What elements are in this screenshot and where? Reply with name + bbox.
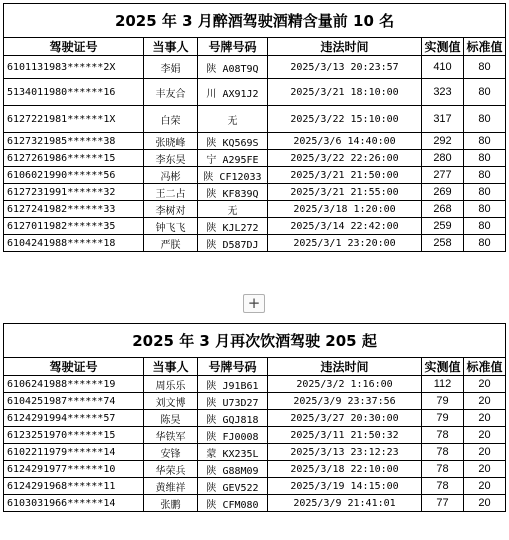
cell-plate: 川 AX91J2: [198, 79, 268, 106]
table-row: [4, 167, 506, 184]
header-standard: 标准值: [464, 358, 506, 376]
cell-plate: 陕 G88M09: [198, 461, 268, 478]
cell-time: 2025/3/9 23:37:56: [268, 393, 422, 410]
cell-license: 6127231991******32: [4, 184, 144, 201]
cell-license: 6124291994******57: [4, 410, 144, 427]
cell-plate: 陕 CFM080: [198, 495, 268, 512]
cell-time: 2025/3/18 22:10:00: [268, 461, 422, 478]
header-standard: 标准值: [464, 38, 506, 56]
cell-license: 6127261986******15: [4, 150, 144, 167]
drunk-driving-top10-table: [3, 3, 506, 252]
cell-license: 6106021990******56: [4, 167, 144, 184]
header-time: 违法时间: [268, 38, 422, 56]
cell-name: 华荣兵: [144, 461, 198, 478]
cell-measured: 259: [422, 218, 464, 235]
cell-time: 2025/3/1 23:20:00: [268, 235, 422, 252]
cell-measured: 317: [422, 106, 464, 133]
cell-measured: 79: [422, 393, 464, 410]
cell-plate: 陕 J91B61: [198, 376, 268, 393]
cell-standard: 20: [464, 478, 506, 495]
cell-time: 2025/3/21 18:10:00: [268, 79, 422, 106]
cell-plate: 陕 FJ0008: [198, 427, 268, 444]
table-row: [4, 106, 506, 133]
cell-measured: 269: [422, 184, 464, 201]
table-row: [4, 56, 506, 79]
insert-row-button[interactable]: +: [243, 294, 265, 313]
table2-header-row: [4, 358, 506, 376]
cell-standard: 20: [464, 410, 506, 427]
cell-plate: 陕 A08T9Q: [198, 56, 268, 79]
cell-license: 6104251987******74: [4, 393, 144, 410]
cell-plate: 陕 GQJ818: [198, 410, 268, 427]
cell-measured: 410: [422, 56, 464, 79]
cell-name: 周乐乐: [144, 376, 198, 393]
cell-time: 2025/3/18 1:20:00: [268, 201, 422, 218]
cell-name: 安锋: [144, 444, 198, 461]
header-name: 当事人: [144, 358, 198, 376]
cell-name: 王二占: [144, 184, 198, 201]
cell-license: 6102211979******14: [4, 444, 144, 461]
table-row: [4, 410, 506, 427]
cell-standard: 80: [464, 106, 506, 133]
cell-name: 陈昊: [144, 410, 198, 427]
cell-plate: 陕 KF839Q: [198, 184, 268, 201]
cell-name: 白荣: [144, 106, 198, 133]
cell-license: 6127011982******35: [4, 218, 144, 235]
cell-measured: 268: [422, 201, 464, 218]
cell-time: 2025/3/9 21:41:01: [268, 495, 422, 512]
table1-body: [4, 4, 506, 252]
cell-license: 6103031966******14: [4, 495, 144, 512]
table-row: [4, 478, 506, 495]
cell-plate: 陕 D587DJ: [198, 235, 268, 252]
cell-name: 严朕: [144, 235, 198, 252]
cell-time: 2025/3/6 14:40:00: [268, 133, 422, 150]
cell-plate: 无: [198, 201, 268, 218]
table2-body: [4, 324, 506, 512]
cell-measured: 277: [422, 167, 464, 184]
table-row: [4, 184, 506, 201]
cell-time: 2025/3/2 1:16:00: [268, 376, 422, 393]
cell-name: 李娟: [144, 56, 198, 79]
cell-plate: 宁 A295FE: [198, 150, 268, 167]
cell-name: 李树对: [144, 201, 198, 218]
table-row: [4, 150, 506, 167]
table-row: [4, 427, 506, 444]
cell-standard: 20: [464, 376, 506, 393]
cell-time: 2025/3/27 20:30:00: [268, 410, 422, 427]
cell-time: 2025/3/19 14:15:00: [268, 478, 422, 495]
cell-name: 钟飞飞: [144, 218, 198, 235]
cell-plate: 陕 KJL272: [198, 218, 268, 235]
cell-plate: 陕 CF12033: [198, 167, 268, 184]
cell-time: 2025/3/14 22:42:00: [268, 218, 422, 235]
cell-name: 冯彬: [144, 167, 198, 184]
header-name: 当事人: [144, 38, 198, 56]
table2-title: 2025 年 3 月再次饮酒驾驶 205 起: [4, 324, 506, 358]
table-row: [4, 201, 506, 218]
cell-name: 张鹏: [144, 495, 198, 512]
cell-time: 2025/3/22 15:10:00: [268, 106, 422, 133]
table-row: [4, 461, 506, 478]
table-row: [4, 444, 506, 461]
cell-name: 张晓峰: [144, 133, 198, 150]
cell-measured: 78: [422, 427, 464, 444]
header-plate: 号牌号码: [198, 38, 268, 56]
cell-standard: 20: [464, 444, 506, 461]
cell-measured: 78: [422, 444, 464, 461]
cell-standard: 80: [464, 79, 506, 106]
cell-license: 5134011980******16: [4, 79, 144, 106]
cell-plate: 陕 KQ569S: [198, 133, 268, 150]
cell-license: 6124291977******10: [4, 461, 144, 478]
cell-standard: 80: [464, 235, 506, 252]
cell-measured: 292: [422, 133, 464, 150]
cell-time: 2025/3/13 23:12:23: [268, 444, 422, 461]
cell-license: 6127221981******1X: [4, 106, 144, 133]
cell-plate: 蒙 KX235L: [198, 444, 268, 461]
cell-standard: 80: [464, 150, 506, 167]
cell-measured: 258: [422, 235, 464, 252]
cell-time: 2025/3/11 21:50:32: [268, 427, 422, 444]
cell-standard: 20: [464, 393, 506, 410]
table-row: [4, 376, 506, 393]
cell-name: 丰友合: [144, 79, 198, 106]
header-license: 驾驶证号: [4, 38, 144, 56]
cell-measured: 79: [422, 410, 464, 427]
cell-standard: 80: [464, 56, 506, 79]
cell-standard: 20: [464, 495, 506, 512]
cell-plate: 无: [198, 106, 268, 133]
cell-standard: 80: [464, 167, 506, 184]
table2-title-row: [4, 324, 506, 358]
cell-standard: 80: [464, 218, 506, 235]
header-license: 驾驶证号: [4, 358, 144, 376]
cell-plate: 陕 GEV522: [198, 478, 268, 495]
cell-license: 6104241988******18: [4, 235, 144, 252]
table-row: [4, 218, 506, 235]
table-row: [4, 133, 506, 150]
cell-standard: 20: [464, 461, 506, 478]
header-plate: 号牌号码: [198, 358, 268, 376]
cell-license: 6101131983******2X: [4, 56, 144, 79]
table1-title: 2025 年 3 月醉酒驾驶酒精含量前 10 名: [4, 4, 506, 38]
cell-license: 6124291968******11: [4, 478, 144, 495]
cell-measured: 78: [422, 478, 464, 495]
cell-name: 华铁军: [144, 427, 198, 444]
cell-time: 2025/3/21 21:50:00: [268, 167, 422, 184]
cell-name: 黄维祥: [144, 478, 198, 495]
cell-name: 刘文博: [144, 393, 198, 410]
cell-measured: 112: [422, 376, 464, 393]
cell-time: 2025/3/22 22:26:00: [268, 150, 422, 167]
cell-standard: 80: [464, 133, 506, 150]
cell-measured: 78: [422, 461, 464, 478]
cell-time: 2025/3/13 20:23:57: [268, 56, 422, 79]
cell-license: 6123251970******15: [4, 427, 144, 444]
cell-standard: 80: [464, 201, 506, 218]
cell-plate: 陕 U73D27: [198, 393, 268, 410]
cell-time: 2025/3/21 21:55:00: [268, 184, 422, 201]
repeat-drink-driving-table: [3, 323, 506, 512]
cell-name: 李东昊: [144, 150, 198, 167]
table-row: [4, 393, 506, 410]
table-row: [4, 235, 506, 252]
cell-measured: 77: [422, 495, 464, 512]
header-time: 违法时间: [268, 358, 422, 376]
cell-measured: 280: [422, 150, 464, 167]
cell-standard: 20: [464, 427, 506, 444]
cell-measured: 323: [422, 79, 464, 106]
cell-license: 6127241982******33: [4, 201, 144, 218]
cell-standard: 80: [464, 184, 506, 201]
table1-header-row: [4, 38, 506, 56]
header-measured: 实测值: [422, 38, 464, 56]
table-row: [4, 79, 506, 106]
header-measured: 实测值: [422, 358, 464, 376]
cell-license: 6127321985******38: [4, 133, 144, 150]
table1-title-row: [4, 4, 506, 38]
cell-license: 6106241988******19: [4, 376, 144, 393]
table-row: [4, 495, 506, 512]
